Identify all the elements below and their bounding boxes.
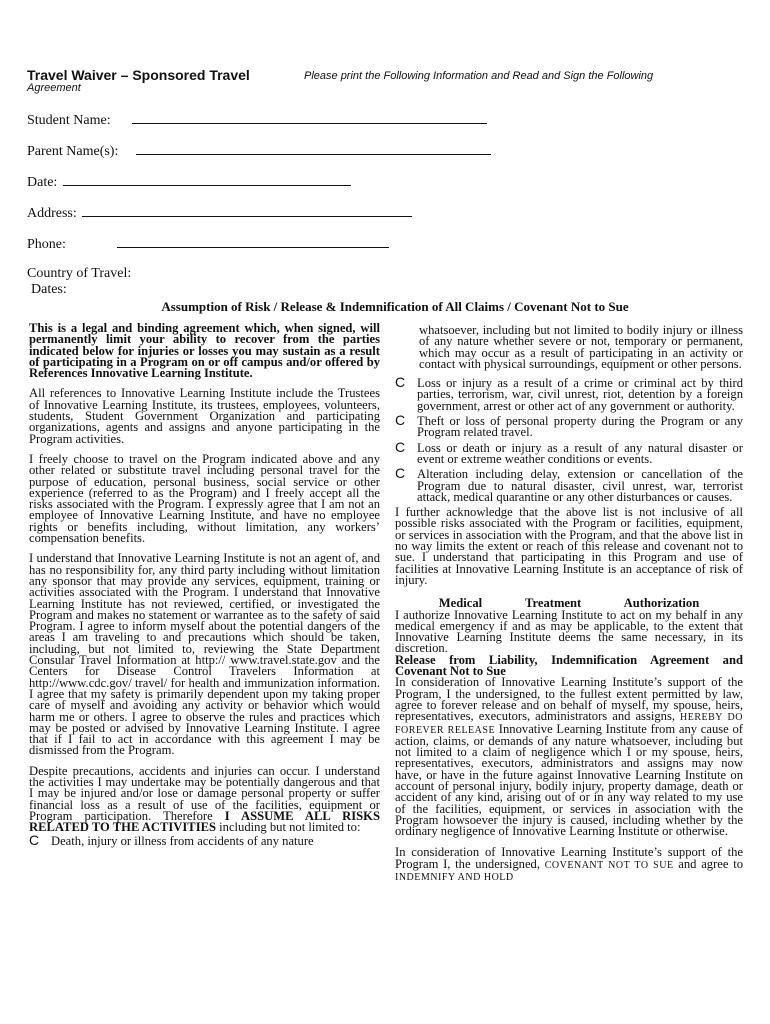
- bullet-mark: C: [395, 465, 406, 482]
- risk-bullet-2: [395, 374, 743, 413]
- address-label: Address:: [27, 206, 77, 221]
- risk-bullet-4-text: Loss or death or injury as a result of any natural disaster or event or extreme weather conditions or events.: [417, 440, 743, 466]
- risk-bullet-1-text: Death, injury or illness from accidents of any nature: [51, 834, 314, 849]
- parent-names-field[interactable]: [27, 142, 491, 160]
- phone-line[interactable]: [117, 235, 389, 248]
- section-heading: Assumption of Risk / Release & Indemnification of All Claims / Covenant Not to Sue: [161, 299, 629, 314]
- address-field[interactable]: [27, 204, 412, 222]
- bullet-mark: C: [395, 438, 406, 455]
- form-instruction: Please print the Following Information and Read and Sign the Following: [304, 70, 654, 82]
- release-text-end: Innovative Learning Institute from any cause of action, claims, or demands of any nature whatsoever, including but not limited to a claim of negligence which I or my spouse, heirs, representatives, executors, administrators and assigns may now have, or have in the future against Innovative Learning Institute on account of personal injury, bodily injury, property damage, death or accident of any kind, arising out of or in any way related to my use of the facilities, equipment, or services in association with the Program howsoever the injury is caused, including whether by the ordinary negligence of Innovative Learning Institute or otherwise.: [395, 721, 744, 839]
- address-line[interactable]: [82, 204, 412, 217]
- phone-label: Phone:: [27, 237, 66, 252]
- assume-risk-paragraph: [29, 763, 380, 835]
- references-paragraph: All references to Innovative Learning Institute include the Trustees of Innovative Learning Institute, its trustees, employees, volunteers, students, Student Government Organization and participating organizations, agents and assigns and anyone participating in the Program activities.: [29, 386, 380, 446]
- assume-risk-bold: I ASSUME ALL RISKS RELATED TO THE ACTIVITIES: [29, 808, 380, 835]
- date-field[interactable]: [27, 173, 351, 191]
- dates-label: Dates:: [31, 282, 67, 297]
- release-paragraph: [395, 677, 743, 837]
- assume-risk-text-end: including but not limited to:: [216, 820, 361, 835]
- assume-risk-text: Despite precautions, accidents and injuries can occur. I understand the activities I may undertake may be potentially dangerous and that I may be injured and/or lose or damage personal property or suffer financial loss as a result of use of the facilities, equipment or Program participation. Therefore: [29, 763, 380, 823]
- date-label: Date:: [27, 175, 58, 190]
- student-name-label: Student Name:: [27, 113, 111, 128]
- form-title: Travel Waiver – Sponsored Travel: [27, 67, 250, 83]
- release-heading: Release from Liability, Indemnification Agreement and Covenant Not to Sue: [395, 652, 743, 679]
- acknowledge-paragraph: I further acknowledge that the above list is not inclusive of all possible risks associated with the Program or facilities, equipment, or services in association with the Program, and that the above list in no way limits the extent or reach of this release and covenant not to sue. I understand that participating in this Program and use of facilities at Innovative Learning Institute is an acceptance of risk of injury.: [395, 505, 743, 587]
- release-caps: HEREBY DO FOREVER RELEASE: [395, 712, 743, 736]
- parent-names-label: Parent Name(s):: [27, 144, 119, 159]
- bullet-mark: C: [395, 374, 406, 391]
- risk-bullet-3-text: Theft or loss of personal property during the Program or any Program related travel.: [417, 414, 743, 440]
- student-name-line[interactable]: [132, 111, 487, 124]
- indemnify-caps: INDEMNIFY AND HOLD: [395, 872, 514, 884]
- release-text: In consideration of Innovative Learning Institute’s support of the Program, I the undersigned, to the fullest extent permitted by law, agree to forever release and on behalf of myself, my spouse, heirs, representatives, executors, administrators and assigns,: [395, 675, 743, 724]
- agent-paragraph: I understand that Innovative Learning Institute is not an agent of, and has no responsibility for, any third party including without limitation any sponsor that may provide any services, equipment, training or activities associated with the Program. I understand that Innovative Learning Institute has not reviewed, certified, or investigated the Program and makes no statement or warrantee as to the safety of said Program. I agree to inform myself about the potential dangers of the areas I am traveling to and precautions which should be taken, including, but not limited to, reviewing the State Department Consular Travel Information at http:// www.travel.state.gov and the Centers for Disease Control Travelers Information at http://www.cdc.gov/ travel/ for health and immunization information. I agree that my safety is primarily dependent upon my taking proper care of myself and avoiding any activity or behavior which would harm me or others. I agree to observe the rules and practices which may be posted or advised by Innovative Learning Institute. I agree that if I fail to act in accordance with this agreement I may be dismissed from the Program.: [29, 551, 380, 758]
- phone-field[interactable]: [27, 235, 389, 253]
- risk-bullet-2-text: Loss or injury as a result of a crime or criminal act by third parties, terrorism, war, civil unrest, riot, detention by a foreign government, arrest or other act of any government or authority.: [417, 376, 743, 413]
- date-line[interactable]: [63, 173, 351, 186]
- legal-notice: This is a legal and binding agreement which, when signed, will permanently limit your ability to recover from the parties indicated below for injuries or losses you may sustain as a result of participating in a Program on or off campus and/or offered by References Innovative Learning Institute.: [29, 321, 380, 381]
- covenant-text-mid: and agree to: [673, 856, 744, 871]
- right-column: [395, 325, 743, 883]
- risk-bullet-3: [395, 412, 743, 440]
- risk-bullet-5: [395, 465, 743, 504]
- travel-choice-paragraph: I freely choose to travel on the Program indicated above and any other related or substitute travel including personal travel for the purpose of education, personal business, social service or other experience (referred to as the Program) and I freely accept all the risks associated with the Program. I expressly agree that I am not an employee of Innovative Learning Institute, and have no employee rights or benefits including, without limitation, any workers’ compensation benefits.: [29, 451, 380, 546]
- risk-bullet-1: [29, 832, 380, 849]
- form-subtitle: Agreement: [27, 82, 81, 94]
- parent-names-line[interactable]: [136, 142, 491, 155]
- risk-bullet-1-continued: whatsoever, including but not limited to bodily injury or illness of any nature whether severe or not, temporary or permanent, which may occur as a result of participating in an activity or contact with physical surroundings, equipment or other persons.: [419, 323, 743, 371]
- country-label: Country of Travel:: [27, 266, 132, 281]
- risk-bullet-5-text: Alteration including delay, extension or cancellation of the Program due to natural disaster, civil unrest, war, terrorist attack, medical quarantine or any other disturbances or causes.: [417, 467, 743, 504]
- left-column: [29, 323, 380, 852]
- student-name-field[interactable]: [27, 111, 487, 129]
- medical-heading: Medical Treatment Authorization: [438, 596, 700, 611]
- covenant-caps: COVENANT NOT TO SUE: [544, 859, 674, 871]
- covenant-text: In consideration of Innovative Learning Institute’s support of the Program I, the undersigned,: [395, 845, 743, 871]
- bullet-mark: C: [395, 412, 406, 429]
- covenant-paragraph: [395, 847, 743, 883]
- bullet-mark: C: [29, 832, 40, 849]
- risk-bullet-4: [395, 438, 743, 466]
- medical-paragraph: I authorize Innovative Learning Institute to act on my behalf in any medical emergency if and as may be applicable, to the extent that Innovative Learning Institute deems the same necessary, in its discretion.: [395, 607, 743, 656]
